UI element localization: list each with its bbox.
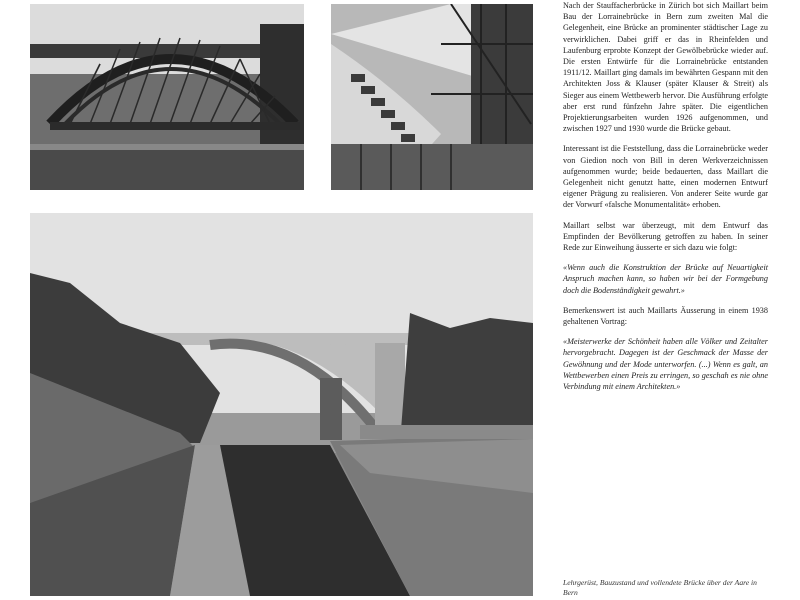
photo-caption: Lehrgerüst, Bauzustand und vollendete Brücke über der Aare in Bern: [563, 578, 757, 597]
article-text: [563, 0, 768, 401]
paragraph: Bemerkenswert ist auch Maillarts Äusserung in einem 1938 gehaltenen Vortrag:: [563, 305, 768, 327]
quote: «Meisterwerke der Schönheit haben alle Völker und Zeitalter hervorgebracht. Dagegen ist der Geschmack der Masse der Gewöhnung und der Mode unterworfen. (...) Wenn es galt, an Wettbewerben einen Preis zu erringen, so geschah es nie ohne Verbindung mit einem Architekten.»: [563, 337, 768, 392]
photo-completed-bridge: [30, 213, 533, 596]
quote: «Wenn auch die Konstruktion der Brücke auf Neuartigkeit Anspruch machen kann, so haben wir bei der Formgebung doch die Bodenständigkeit gewahrt.»: [563, 263, 768, 295]
paragraph: Nach der Stauffacherbrücke in Zürich bot sich Maillart beim Bau der Lorrainebrücke in Bern zum zweiten Mal die Gelegenheit, eine Brücke an prominenter städtischer Lage zu verwirklichen. Dabei griff er das in Rheinfelden und Laufenburg erprobte Konzept der Gewölbebrücke wieder auf. Die ersten Entwürfe für die Lorrainebrücke entstanden 1911/12. Maillart ging damals im bewährten Gespann mit den Architekten Joss & Klauser (später Klauser & Streit) als Sieger aus einem Wettbewerb hervor. Die Ausführung erfolgte aber erst rund fünfzehn Jahre später. Die eigentlichen Projektierungsarbeiten wurden 1926 aufgenommen, und zwischen 1927 und 1930 wurde die Brücke gebaut.: [563, 1, 768, 134]
paragraph: Maillart selbst war überzeugt, mit dem Entwurf das Empfinden der Bevölkerung getroffen zu haben. In seiner Rede zur Einweihung äusserte er sich dazu wie folgt:: [563, 220, 768, 253]
paragraph: Interessant ist die Feststellung, dass die Lorrainebrücke weder von Giedion noch von Bill in deren Werkverzeichnissen aufgenommen wurde; beide bedauerten, dass Maillart die Gelegenheit nicht genutzt hatte, einen modernen Entwurf eigener Prägung zu realisieren. Von anderer Seite wurde gar der Vorwurf «falsche Monumentalität» erhoben.: [563, 144, 768, 210]
photo-falsework: [30, 4, 304, 190]
photo-construction: [331, 4, 533, 190]
